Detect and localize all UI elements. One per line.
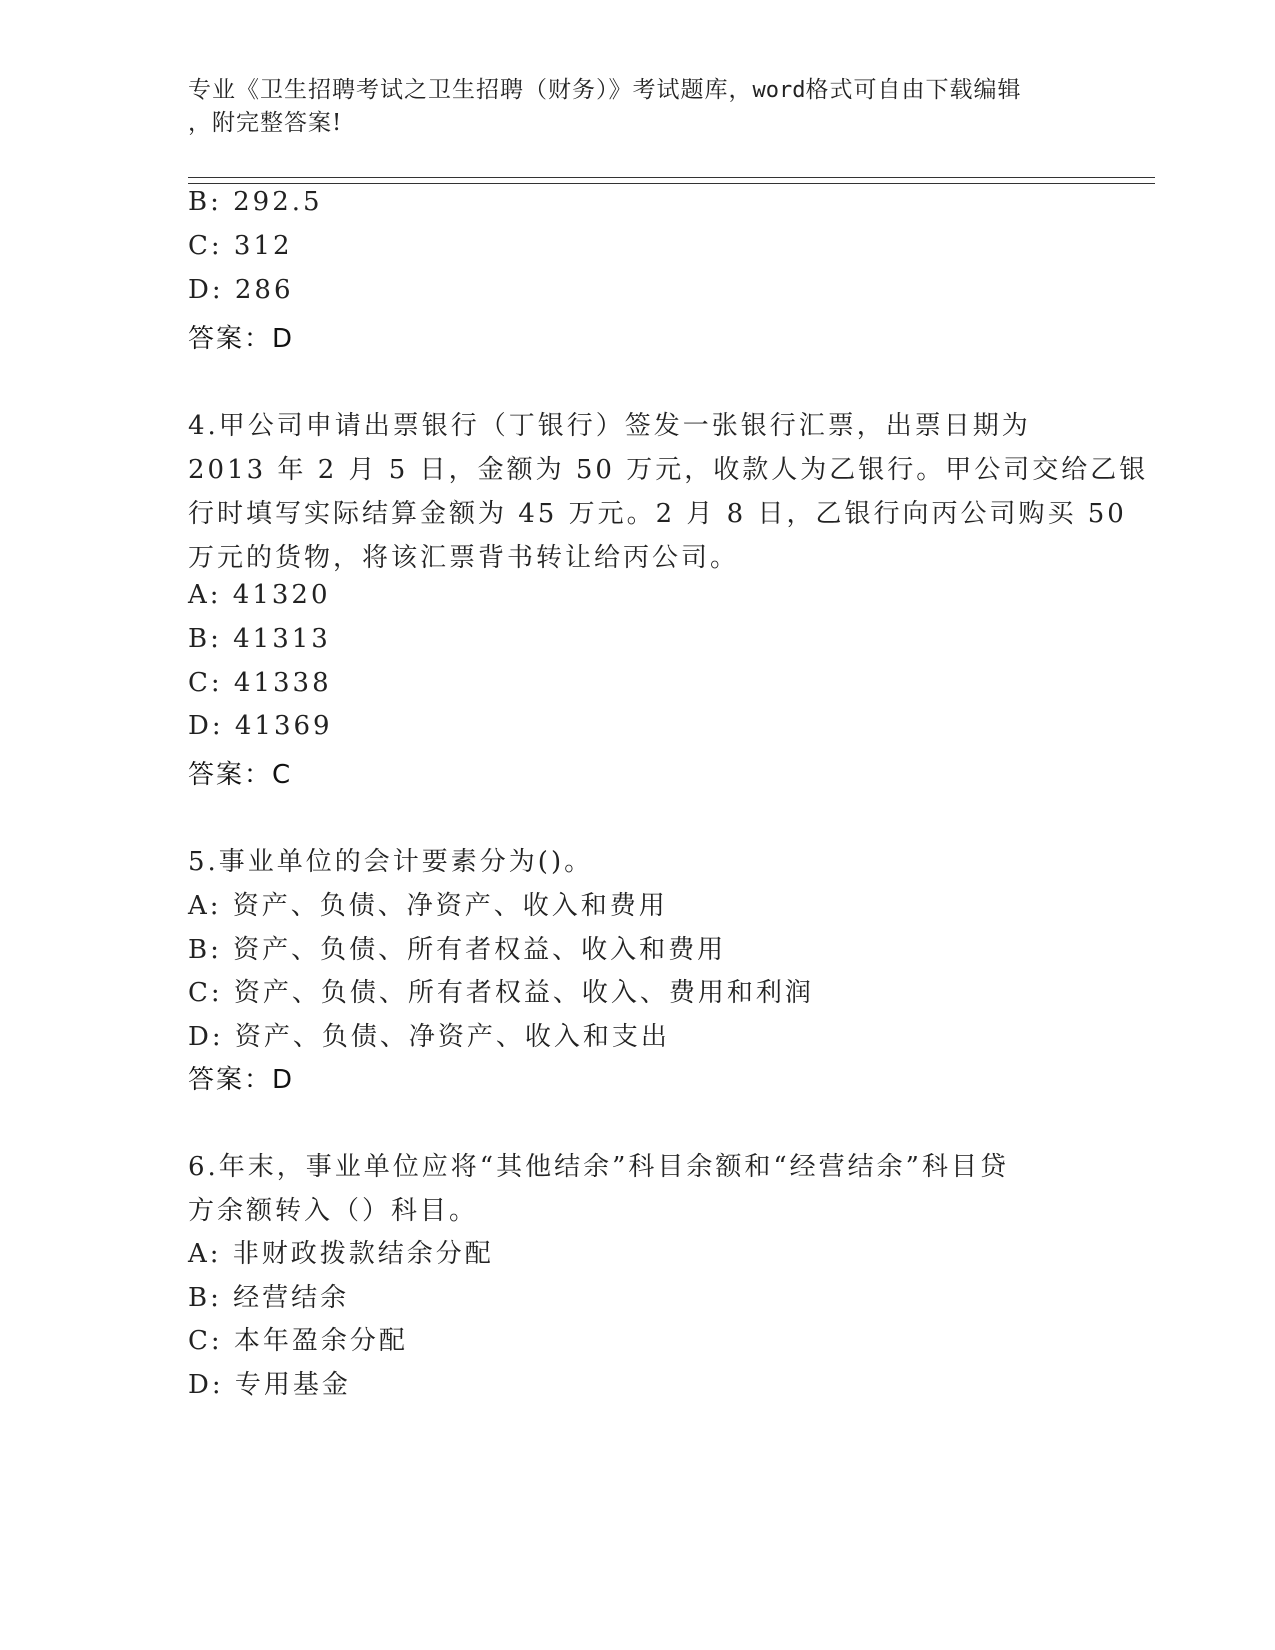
q6-option-a: A: 非财政拨款结余分配 xyxy=(188,1239,494,1269)
header-divider-bottom xyxy=(188,183,1155,184)
q4-option-c: C: 41338 xyxy=(188,668,332,698)
header-line-2: ，附完整答案! xyxy=(188,110,343,136)
q5-answer: 答案：D xyxy=(188,1065,295,1095)
q5-stem-line-1: 5.事业单位的会计要素分为()。 xyxy=(188,847,594,877)
q3-option-d: D: 286 xyxy=(188,275,294,305)
q6-option-c: C: 本年盈余分配 xyxy=(188,1326,408,1356)
q4-answer: 答案：C xyxy=(188,760,293,790)
q5-option-a: A: 资产、负债、净资产、收入和费用 xyxy=(188,891,668,921)
header-divider-top xyxy=(188,177,1155,178)
q4-option-d: D: 41369 xyxy=(188,711,333,741)
q4-stem-line-1: 4.甲公司申请出票银行（丁银行）签发一张银行汇票，出票日期为 xyxy=(188,411,1031,441)
page-header xyxy=(188,74,1088,140)
header-text-b: 格式可自由下载编辑 xyxy=(805,77,1022,103)
q4-option-a: A: 41320 xyxy=(188,580,331,610)
q3-option-b: B: 292.5 xyxy=(188,187,323,217)
header-text-a: 专业《卫生招聘考试之卫生招聘（财务）》考试题库， xyxy=(188,77,753,103)
q6-option-d: D: 专用基金 xyxy=(188,1370,351,1400)
q3-answer: 答案：D xyxy=(188,324,295,354)
q4-stem-line-4: 万元的货物，将该汇票背书转让给丙公司。 xyxy=(188,543,740,573)
q6-option-b: B: 经营结余 xyxy=(188,1283,350,1313)
q3-option-c: C: 312 xyxy=(188,231,293,261)
q5-option-c: C: 资产、负债、所有者权益、收入、费用和利润 xyxy=(188,978,814,1008)
q6-stem-line-1: 6.年末，事业单位应将“其他结余”科目余额和“经营结余”科目贷 xyxy=(188,1152,1009,1182)
header-line-1 xyxy=(188,74,1088,107)
q5-option-d: D: 资产、负债、净资产、收入和支出 xyxy=(188,1022,670,1052)
q5-option-b: B: 资产、负债、所有者权益、收入和费用 xyxy=(188,935,727,965)
q4-option-b: B: 41313 xyxy=(188,624,331,654)
q6-stem-line-2: 方余额转入（）科目。 xyxy=(188,1196,479,1226)
q4-stem-line-3: 行时填写实际结算金额为 45 万元。2 月 8 日，乙银行向丙公司购买 50 xyxy=(188,499,1127,529)
q4-stem-line-2: 2013 年 2 月 5 日，金额为 50 万元，收款人为乙银行。甲公司交给乙银 xyxy=(188,455,1149,485)
header-text-word: word xyxy=(752,78,806,103)
